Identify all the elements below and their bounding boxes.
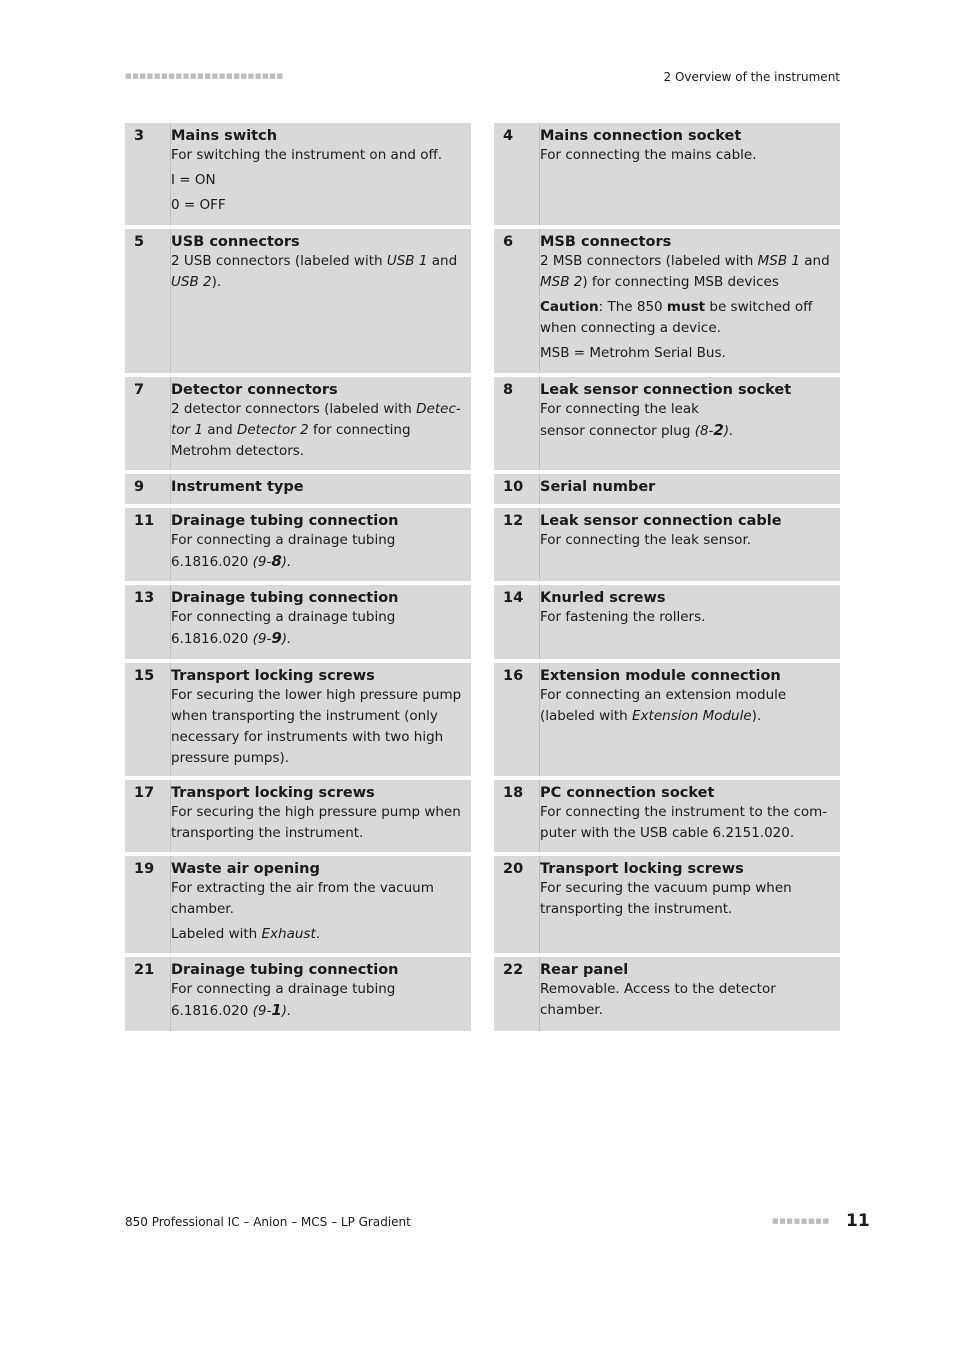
item-number: 3 [134,128,145,144]
page-number: 11 [846,1211,870,1231]
item-number: 11 [134,513,155,529]
item-number: 5 [134,234,145,250]
item-number: 12 [503,513,524,529]
header-decoration: ■■■■■■■■■■■■■■■■■■■■■■ [125,72,284,80]
legend-item [494,957,840,1031]
table-row [125,229,840,373]
legend-item [125,123,471,225]
legend-item [494,663,840,776]
item-number: 21 [134,962,155,978]
item-title: USB connectors [171,234,300,250]
item-text: For connecting the leak sensor connector plug (8-2). [540,401,734,439]
legend-item [125,508,471,581]
item-text: MSB = Metrohm Serial Bus. [540,345,726,361]
item-text: Labeled with Exhaust. [171,926,321,942]
legend-item [125,957,471,1031]
item-text: Removable. Access to the detector chamber. [540,981,776,1018]
item-text: For connecting the instrument to the computer with the USB cable 6.2151.020. [540,804,828,841]
legend-item [494,780,840,852]
item-number: 18 [503,785,524,801]
item-number: 8 [503,382,514,398]
item-text: For switching the instrument on and off. [171,147,443,163]
item-text: For connecting a drainage tubing 6.1816.020 (9-1). [171,981,396,1019]
item-title: Instrument type [171,479,304,495]
item-number: 7 [134,382,145,398]
table-row [125,508,840,581]
item-title: Mains connection socket [540,128,742,144]
legend-item [125,474,471,504]
item-title: Leak sensor connection socket [540,382,792,398]
item-text: For securing the lower high pressure pump when transporting the instrument (only necessary for instruments with two high pressure pumps). [171,687,462,766]
item-title: Waste air opening [171,861,320,877]
item-text: For connecting a drainage tubing 6.1816.020 (9-8). [171,532,396,570]
item-text: 2 MSB connectors (labeled with MSB 1 and MSB 2) for connecting MSB devices [540,253,830,290]
item-number: 10 [503,479,524,495]
table-row [125,585,840,659]
item-number: 19 [134,861,155,877]
item-title: PC connection socket [540,785,715,801]
item-text: For securing the high pressure pump when transporting the instrument. [171,804,461,841]
item-text: For securing the vacuum pump when transporting the instrument. [540,880,792,917]
item-title: Detector connectors [171,382,338,398]
item-text: For connecting the mains cable. [540,147,757,163]
table-row [125,780,840,852]
footer-decoration: ■■■■■■■■ [772,1217,830,1225]
item-text: I = ON [171,172,216,188]
item-text: 2 USB connectors (labeled with USB 1 and USB 2). [171,253,458,290]
table-row [125,377,840,470]
item-text: For connecting an extension module (labeled with Extension Module). [540,687,787,724]
item-number: 15 [134,668,155,684]
table-row [125,957,840,1031]
legend-item [494,508,840,581]
item-title: Mains switch [171,128,278,144]
item-text: For fastening the rollers. [540,609,706,625]
legend-table [125,123,840,1035]
legend-item [125,377,471,470]
item-number: 16 [503,668,524,684]
item-title: Transport locking screws [540,861,744,877]
item-title: Drainage tubing connection [171,513,399,529]
legend-item [494,585,840,659]
item-text: 0 = OFF [171,197,226,213]
item-number: 14 [503,590,524,606]
item-number: 4 [503,128,514,144]
item-text: Caution: The 850 must be switched off when connecting a device. [540,299,813,336]
item-text: For connecting the leak sensor. [540,532,752,548]
item-text: For connecting a drainage tubing 6.1816.020 (9-9). [171,609,396,647]
item-title: MSB connectors [540,234,672,250]
table-row [125,123,840,225]
item-title: Knurled screws [540,590,666,606]
table-row [125,474,840,504]
legend-item [494,377,840,470]
item-number: 22 [503,962,524,978]
item-title: Drainage tubing connection [171,962,399,978]
legend-item [494,856,840,953]
item-title: Extension module connection [540,668,781,684]
legend-item [125,663,471,776]
running-header: 2 Overview of the instrument [663,70,840,84]
item-title: Serial number [540,479,656,495]
legend-item [125,780,471,852]
item-title: Transport locking screws [171,668,375,684]
item-text: For extracting the air from the vacuum chamber. [171,880,434,917]
legend-item [125,229,471,373]
legend-item [494,474,840,504]
legend-item [125,856,471,953]
item-number: 9 [134,479,145,495]
legend-item [125,585,471,659]
legend-item [494,229,840,373]
item-number: 20 [503,861,524,877]
footer-title: 850 Professional IC – Anion – MCS – LP Gradient [125,1215,411,1229]
item-title: Leak sensor connection cable [540,513,782,529]
item-text: 2 detector connectors (labeled with Detector 1 and Detector 2 for connecting Metrohm detectors. [171,401,461,459]
item-number: 13 [134,590,155,606]
item-title: Drainage tubing connection [171,590,399,606]
item-title: Transport locking screws [171,785,375,801]
table-row [125,856,840,953]
legend-item [494,123,840,225]
item-number: 17 [134,785,155,801]
table-row [125,663,840,776]
item-number: 6 [503,234,514,250]
item-title: Rear panel [540,962,629,978]
